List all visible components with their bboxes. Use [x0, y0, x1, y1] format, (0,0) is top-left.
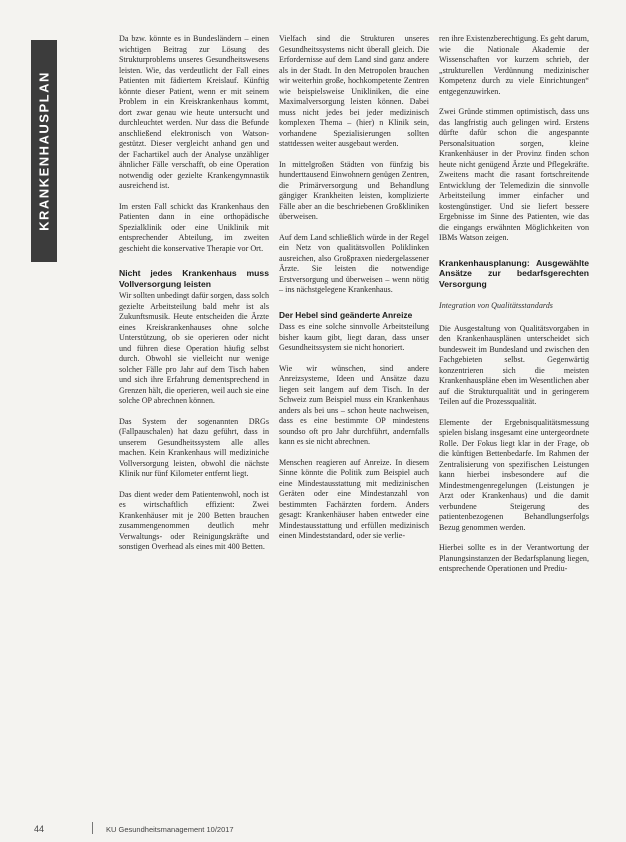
paragraph: Die Ausgestaltung von Qualitätsvorgaben in den Krankenhausplänen unterscheidet sich bundesweit im Bundesland und zwischen den Fachgebieten selbst. Gegenwärtig konzentrieren sich die meisten Krankenhauspläne eben im Wesentlichen aber auf die Strukturqualität und in geringerem Teilen auf die Prozessqualität. [439, 323, 589, 406]
section-label: KRANKENHAUSPLAN [36, 71, 52, 231]
section-heading: Nicht jedes Krankenhaus muss Vollversorgung leisten [119, 268, 269, 289]
section-heading: Der Hebel sind geänderte Anreize [279, 309, 413, 320]
paragraph: Da bzw. könnte es in Bundesländern – einen wichtigen Beitrag zur Lösung des Strukturproblems unseres Gesundheitswesens leisten. Wie, das verdeutlicht der Fall eines Patienten mit fädiertem Kreislauf. Künftig könnte dieser Patient, wenn er mit seinem Problem in ein Kreiskrankenhaus kommt, dort zwar genau wie heute untersucht und durchleuchtet werden. Nur dass die Befunde anschließend elektronisch von Watson-gestützt. Dieser vergleicht anhand gen und der Fachartikel auch der Analyse unzähliger ähnlicher Fälle verschafft, ob eine Operation notwendig oder gezielte Krankengymnastik ausreichend ist. [119, 34, 269, 190]
paragraph: Wir sollten unbedingt dafür sorgen, dass solch gezielte Arbeitsteilung bald mehr ist als Zukunftsmusik. Heute entscheiden die Ärzte eines Kreiskrankenhauses ohne solche Unterstützung, ob sie operieren oder nicht und führen diese Operation häufig selbst durch. Obwohl sie vielleicht nur wenige solcher Fälle pro Jahr auf dem Tisch haben und sich ihre Erfahrung dementsprechend in Grenzen hält, die operieren, weil auch sie eine solche OP abrechnen können. [119, 291, 269, 405]
paragraph: Menschen reagieren auf Anreize. In diesem Sinne könnte die Politik zum Beispiel auch eine Mindestausstattung mit medizinischen Geräten oder eine Mindestanzahl von bestimmten Fachärzten fordern. Anders gesagt: Krankenhäuser haben entweder eine Mindestausstattung und erfüllen medizinisch einen Mindeststandard, oder sie verlie- [279, 457, 429, 540]
paragraph: Elemente der Ergebnisqualitätsmessung spielen bislang insgesamt eine untergeordnete Rolle. Der Fokus liegt klar in der Frage, ob die künftigen Bettenbedarfe. Im Rahmen der Zentralisierung von spezifischen Leistungen kann hierbei insbesondere auf die Mindestmengenregelungen (Leistungen je Arzt oder Krankenhaus) und die damit verbundene Steigerung des patientenbezogenen Behandlungserfolgs Bezug genommen werden. [439, 417, 589, 532]
paragraph: Im ersten Fall schickt das Krankenhaus den Patienten dann in eine orthopädische Spezialklinik oder eine Uniklinik mit entsprechender Abteilung, im zweiten geschieht die konservative Therapie vor Ort. [119, 201, 269, 253]
box-heading: Krankenhausplanung: Ausgewählte Ansätze zur bedarfsgerechten Versorgung [439, 257, 589, 289]
paragraph: Zwei Gründe stimmen optimistisch, dass uns das langfristig auch gelingen wird. Erstens dürfte dafür schon die angespannte Personalsituation sorgen, kleine Krankenhäuser in der Provinz finden schon heute nicht genügend Ärzte und Pflegekräfte. Zweitens macht die rasant fortschreitende Entwicklung der Telemedizin die sinnvolle Arbeitsteilung immer einfacher und kostengünstiger. Und sie liefert bessere Ergebnisse im Sinne des Patienten, wie das die eingangs erwähnten Möglichkeiten von IBMs Watson zeigen. [439, 107, 589, 242]
text-column-1 [119, 34, 269, 563]
paragraph: In mittelgroßen Städten von fünfzig bis hunderttausend Einwohnern genügen Zentren, die Primärversorgung und Behandlung gängiger Krankheiten leisten, komplizierte Fälle aber an die beschriebenen Großkliniken überweisen. [279, 159, 429, 221]
text-column-3 [439, 34, 589, 585]
box-subheading: Integration von Qualitätsstandards [439, 301, 553, 310]
paragraph: Auf dem Land schließlich würde in der Regel ein Netz von qualitätsvollen Poliklinken ausreichen, also Großpraxen niedergelassener Ärzte. Sie leisten die notwendige Erstversorgung und überweisen – wenn nötig – ins nächstgelegene Krankenhaus. [279, 232, 429, 294]
paragraph: Hierbei sollte es in der Verantwortung der Planungsinstanzen der Bedarfsplanung liegen, entsprechende Operationen und Prediu- [439, 543, 589, 573]
page-footer [34, 824, 594, 836]
paragraph: Dass es eine solche sinnvolle Arbeitsteilung bisher kaum gibt, liegt daran, dass unser Gesundheitssystem sie nicht honoriert. [279, 322, 429, 352]
paragraph: Das dient weder dem Patientenwohl, noch ist es wirtschaftlich effizient: Zwei Krankenhäuser mit je 200 Betten brauchen zusammengenommen deutlich mehr Verwaltungs- oder Reinigungskräfte und sonstigen Overhead als eines mit 400 Betten. [119, 489, 269, 551]
paragraph: Vielfach sind die Strukturen unseres Gesundheitssystems nicht überall gleich. Die Erfordernisse auf dem Land sind ganz andere als in der Stadt. In den Metropolen brauchen wir weiterhin große, hochkompetente Zentren wie beispielsweise Unikliniken, die eine Maximalversorgung leisten können. Dabei muss nicht jedes bei jeder medizinisch komplexen Thema – (hier) n Klinik sein, vorhandene Spezialisierungen sollten stattdessen weiter ausgebaut werden. [279, 34, 429, 148]
page-number: 44 [34, 824, 45, 834]
section-sidebar-tab [31, 40, 57, 262]
journal-title: KU Gesundheitsmanagement 10/2017 [106, 825, 234, 834]
paragraph: ren ihre Existenzberechtigung. Es geht darum, wie die Nationale Akademie der Wissenschaften vor kurzem schrieb, der „strukturellen Verdünnung medizinischer Kompetenz durch zu viele Einrichtungen“ entgegenzuwirken. [439, 34, 589, 96]
text-column-2 [279, 34, 429, 552]
paragraph: Wie wir wünschen, sind andere Anreizsysteme, Ideen und Ansätze dazu liegen seit langem auf dem Tisch. In der Schweiz zum Beispiel muss ein Krankenhaus anders als bei uns – schon heute nachweisen, dass es eine bestimmte OP mindestens soundso oft pro Jahr durchführt, andernfalls kann es sie nicht abrechnen. [279, 363, 429, 446]
footer-divider [92, 822, 93, 834]
paragraph: Das System der sogenannten DRGs (Fallpauschalen) hat dazu geführt, dass in unserem Gesundheitssystem alle alles machen. Kein Krankenhaus will mediziniche Vollversorgung leisten, obwohl die nächste Klinik nur fünf Kilometer entfernt liegt. [119, 416, 269, 478]
